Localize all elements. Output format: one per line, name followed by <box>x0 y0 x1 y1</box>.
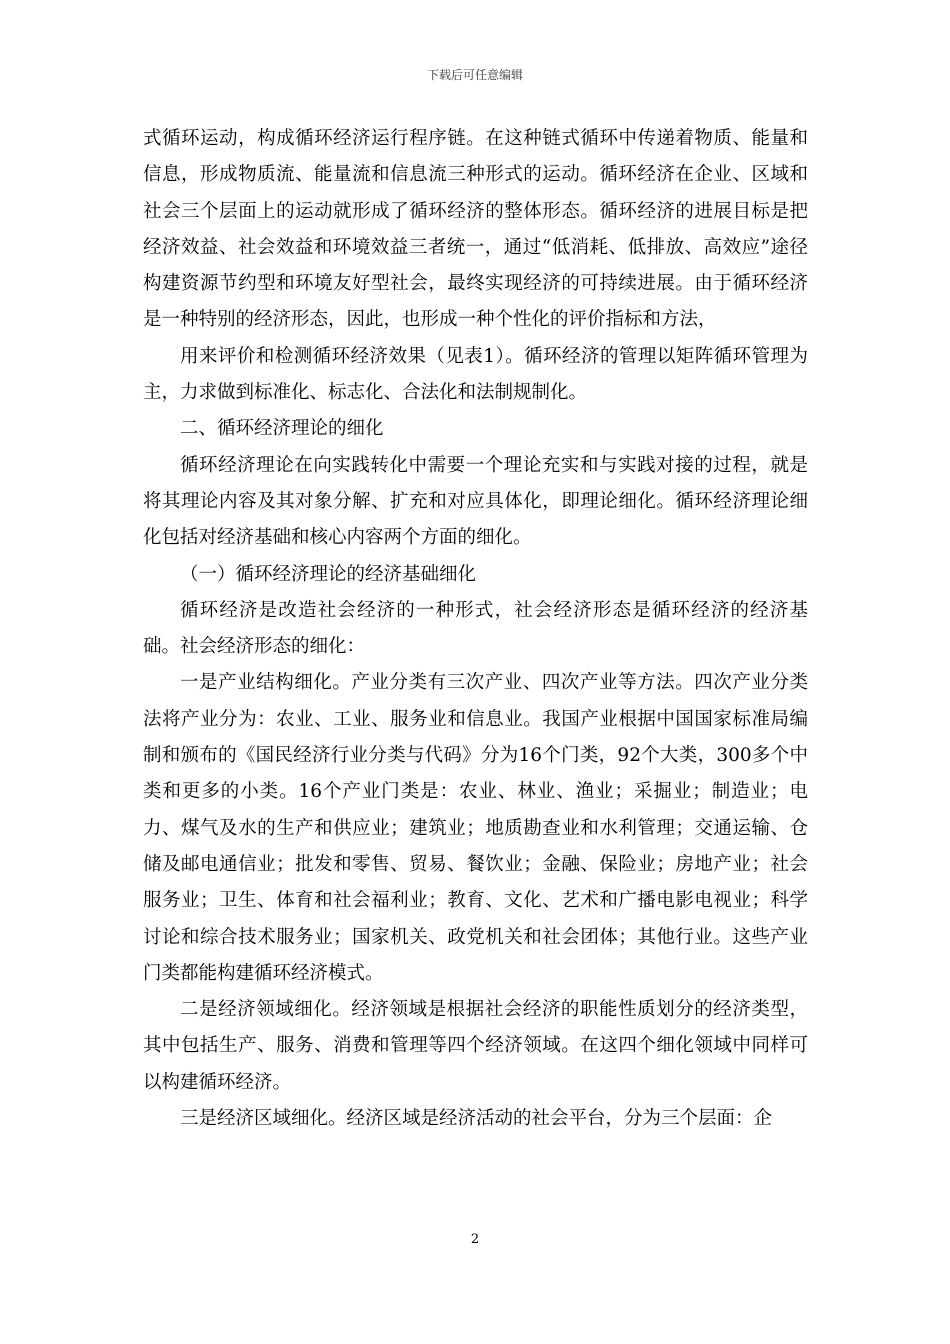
paragraph: 用来评价和检测循环经济效果（见表1）。循环经济的管理以矩阵循环管理为主，力求做到标准化、标志化、合法化和法制规制化。 <box>143 345 808 404</box>
page-header: 下载后可任意编辑 <box>426 68 523 82</box>
document-body <box>143 121 808 1137</box>
page-number: 2 <box>470 1232 480 1247</box>
paragraph: 二是经济领域细化。经济领域是根据社会经济的职能性质划分的经济类型，其中包括生产、服务、消费和管理等四个经济领域。在这四个细化领域中同样可以构建循环经济。 <box>143 999 808 1093</box>
paragraph: 三是经济区域细化。经济区域是经济活动的社会平台，分为三个层面：企 <box>180 1108 773 1130</box>
paragraph: 一是产业结构细化。产业分类有三次产业、四次产业等方法。四次产业分类法将产业分为：农业、工业、服务业和信息业。我国产业根据中国国家标准局编制和颁布的《国民经济行业分类与代码》分为16个门类，92个大类，300多个中类和更多的小类。16个产业门类是：农业、林业、渔业；采掘业；制造业；电力、煤气及水的生产和供应业；建筑业；地质勘查业和水利管理；交通运输、仓储及邮电通信业；批发和零售、贸易、餐饮业；金融、保险业；房地产业；社会服务业；卫生、体育和社会福利业；教育、文化、艺术和广播电影电视业；科学讨论和综合技术服务业；国家机关、政党机关和社会团体；其他行业。这些产业门类都能构建循环经济模式。 <box>143 672 808 984</box>
paragraph: 循环经济是改造社会经济的一种形式，社会经济形态是循环经济的经济基础。社会经济形态的细化： <box>143 599 808 658</box>
subsection-heading: （一）循环经济理论的经济基础细化 <box>180 563 477 585</box>
paragraph: 循环经济理论在向实践转化中需要一个理论充实和与实践对接的过程，就是将其理论内容及其对象分解、扩充和对应具体化，即理论细化。循环经济理论细化包括对经济基础和核心内容两个方面的细化。 <box>143 454 808 549</box>
paragraph: 式循环运动，构成循环经济运行程序链。在这种链式循环中传递着物质、能量和信息，形成物质流、能量流和信息流三种形式的运动。循环经济在企业、区域和社会三个层面上的运动就形成了循环经济的整体形态。循环经济的进展目标是把经济效益、社会效益和环境效益三者统一，通过“低消耗、低排放、高效应”途径构建资源节约型和环境友好型社会，最终实现经济的可持续进展。由于循环经济是一种特别的经济形态，因此，也形成一种个性化的评价指标和方法， <box>143 128 808 331</box>
section-heading: 二、循环经济理论的细化 <box>180 418 384 440</box>
